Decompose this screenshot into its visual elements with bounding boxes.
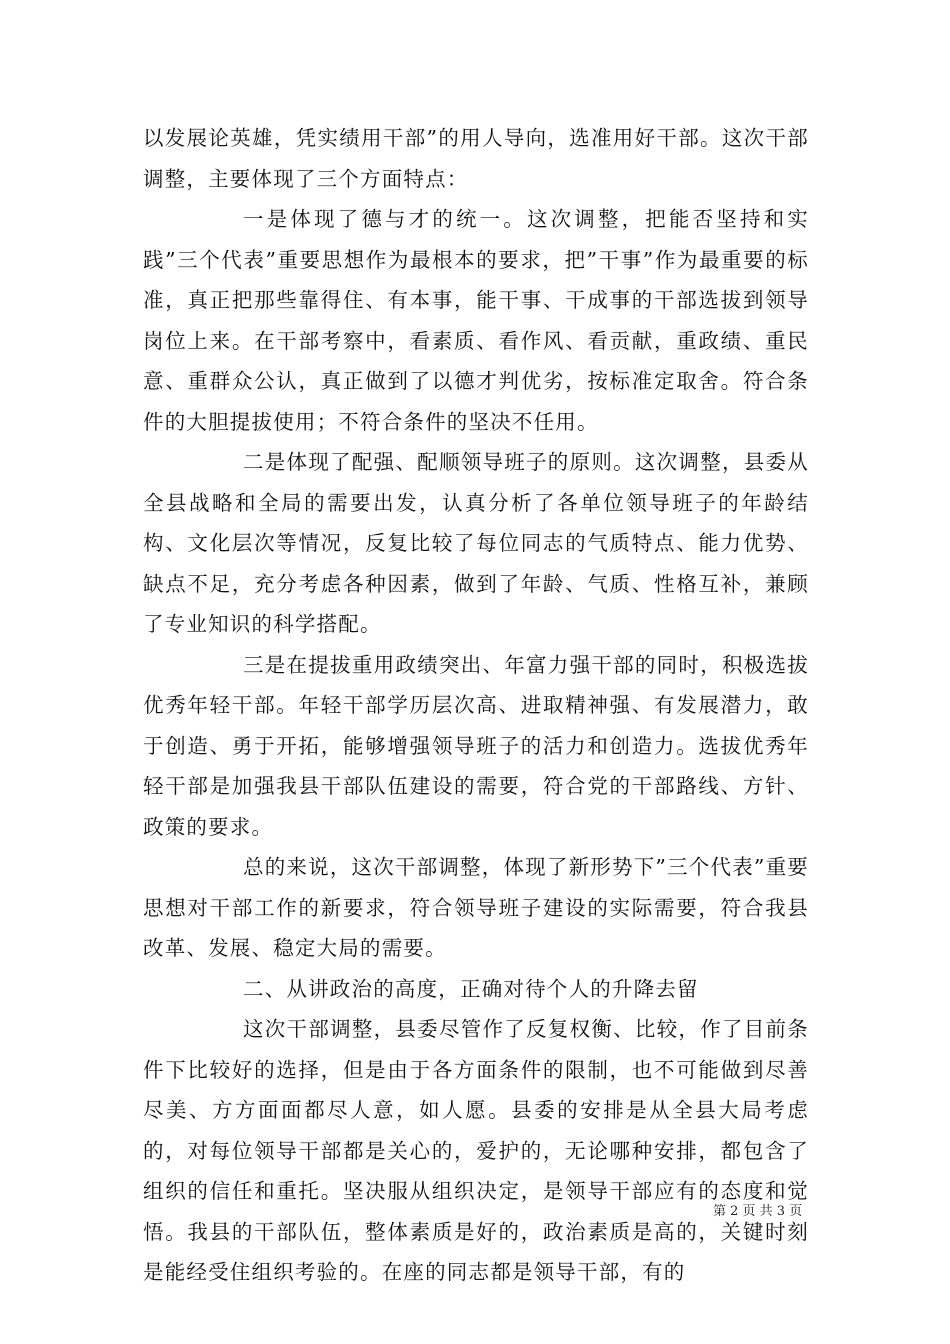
- paragraph-2: 一是体现了德与才的统一。这次调整，把能否坚持和实践”三个代表”重要思想作为最根本的要求，把”干事”作为最重要的标准，真正把那些靠得住、有本事，能干事、干成事的干部选拔到领导岗位上来。在干部考察中，看素质、看作风、看贡献，重政绩、重民意、重群众公认，真正做到了以德才判优劣，按标准定取舍。符合条件的大胆提拔使用；不符合条件的坚决不任用。: [143, 207, 809, 434]
- page-number: 第 2 页 共 3 页: [713, 1204, 803, 1219]
- paragraph-1: 以发展论英雄，凭实绩用干部”的用人导向，选准用好干部。这次干部调整，主要体现了三个方面特点：: [143, 126, 809, 191]
- paragraph-5: 总的来说，这次干部调整，体现了新形势下”三个代表”重要思想对干部工作的新要求，符合领导班子建设的实际需要，符合我县改革、发展、稳定大局的需要。: [143, 855, 809, 960]
- paragraph-3: 二是体现了配强、配顺领导班子的原则。这次调整，县委从全县战略和全局的需要出发，认真分析了各单位领导班子的年龄结构、文化层次等情况，反复比较了每位同志的气质特点、能力优势、缺点不足，充分考虑各种因素，做到了年龄、气质、性格互补，兼顾了专业知识的科学搭配。: [143, 450, 809, 636]
- document-body: [143, 118, 809, 1293]
- paragraph-4: 三是在提拔重用政绩突出、年富力强干部的同时，积极选拔优秀年轻干部。年轻干部学历层次高、进取精神强、有发展潜力，敢于创造、勇于开拓，能够增强领导班子的活力和创造力。选拔优秀年轻干部是加强我县干部队伍建设的需要，符合党的干部路线、方针、政策的要求。: [143, 652, 809, 839]
- section-heading: 二、从讲政治的高度，正确对待个人的升降去留: [243, 976, 699, 1001]
- paragraph-6: 这次干部调整，县委尽管作了反复权衡、比较，作了目前条件下比较好的选择，但是由于各方面条件的限制，也不可能做到尽善尽美、方方面面都尽人意，如人愿。县委的安排是从全县大局考虑的，对每位领导干部都是关心的，爱护的，无论哪种安排，都包含了组织的信任和重托。坚决服从组织决定，是领导干部应有的态度和觉悟。我县的干部队伍，整体素质是好的，政治素质是高的，关键时刻是能经受住组织考验的。在座的同志都是领导干部，有的: [143, 1017, 809, 1284]
